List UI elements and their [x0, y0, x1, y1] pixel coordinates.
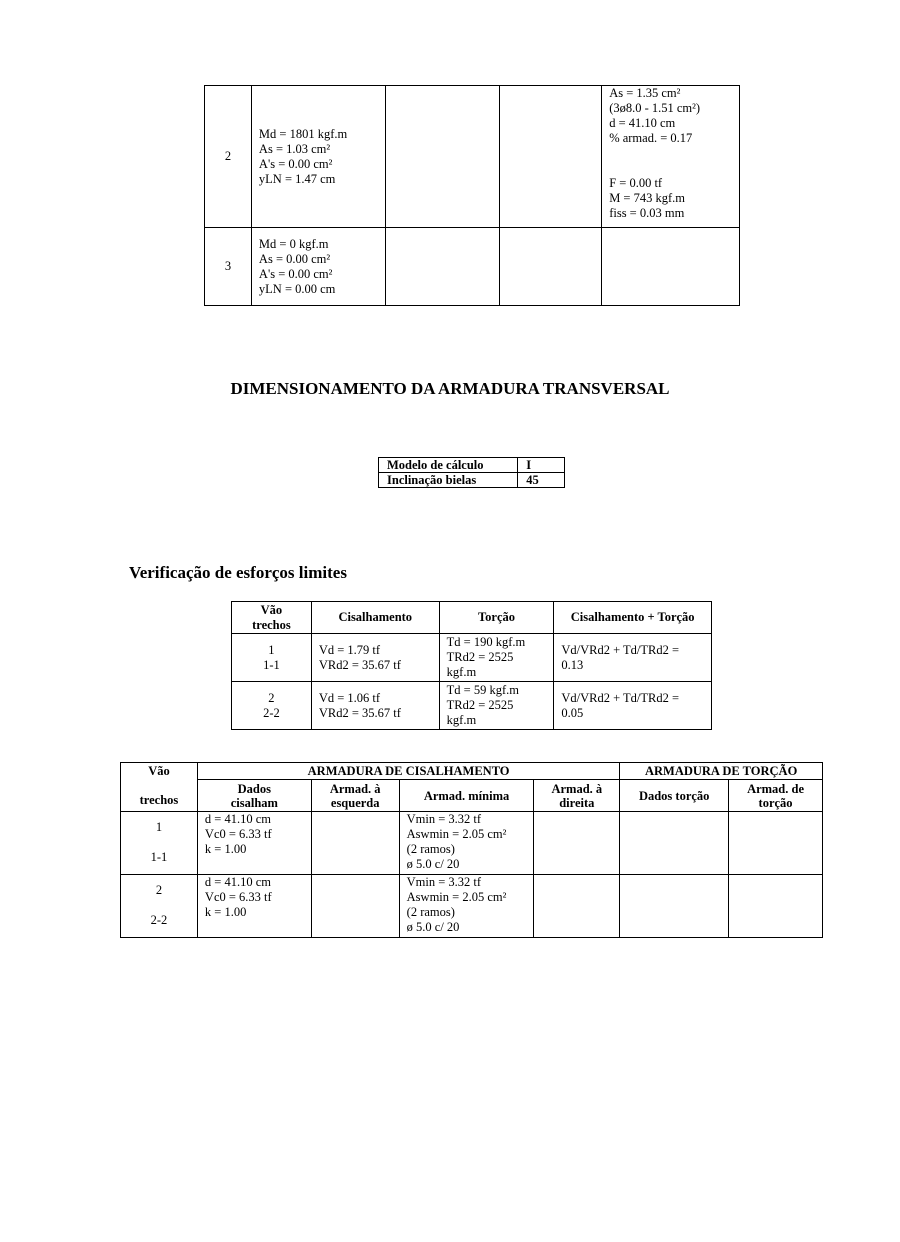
span-id: 3 — [205, 228, 252, 306]
header-shear-data: Dados cisalham — [197, 780, 311, 812]
span-cell — [121, 875, 198, 938]
right-reinf-cell — [534, 875, 620, 938]
param-row — [379, 473, 565, 488]
shear-cell: Vd = 1.79 tf VRd2 = 35.67 tf — [311, 634, 439, 682]
header-span-top: Vão — [148, 764, 170, 778]
param-label: Modelo de cálculo — [379, 458, 518, 473]
header-torsion-reinf: Armad. de torção — [729, 780, 823, 812]
empty-cell — [602, 228, 740, 306]
table-row — [205, 86, 740, 228]
shear-data-cell: d = 41.10 cm Vc0 = 6.33 tf k = 1.00 — [197, 875, 311, 938]
empty-cell — [500, 86, 602, 228]
span-cell: 1 1-1 — [232, 634, 312, 682]
span-cell: 2 2-2 — [232, 682, 312, 730]
header-span-bottom: trechos — [139, 793, 179, 807]
torsion-reinf-cell — [729, 812, 823, 875]
header-shear: Cisalhamento — [311, 602, 439, 634]
combined-cell: Vd/VRd2 + Td/TRd2 = 0.13 — [554, 634, 712, 682]
calculation-params-table — [378, 457, 565, 488]
span-number: 2 — [155, 883, 163, 897]
torsion-cell: Td = 190 kgf.m TRd2 = 2525 kgf.m — [439, 634, 554, 682]
combined-cell: Vd/VRd2 + Td/TRd2 = 0.05 — [554, 682, 712, 730]
header-torsion-group: ARMADURA DE TORÇÃO — [620, 763, 823, 780]
shear-data-cell: d = 41.10 cm Vc0 = 6.33 tf k = 1.00 — [197, 812, 311, 875]
left-reinf-cell — [311, 875, 399, 938]
table-header-row — [121, 763, 823, 780]
subsection-title: Verificação de esforços limites — [129, 563, 347, 582]
empty-cell — [500, 228, 602, 306]
header-left-reinf: Armad. à esquerda — [311, 780, 399, 812]
header-span — [121, 763, 198, 812]
header-shear-group: ARMADURA DE CISALHAMENTO — [197, 763, 619, 780]
span-segment: 2-2 — [150, 913, 168, 927]
header-torsion-data: Dados torção — [620, 780, 729, 812]
header-combined: Cisalhamento + Torção — [554, 602, 712, 634]
span-number: 1 — [155, 820, 163, 834]
table-header-row — [232, 602, 712, 634]
min-reinf-cell: Vmin = 3.32 tf Aswmin = 2.05 cm² (2 ramos) ø 5.0 c/ 20 — [399, 812, 534, 875]
adopted-reinforcement: As = 1.35 cm² (3ø8.0 - 1.51 cm²) d = 41.10 cm % armad. = 0.17 F = 0.00 tf M = 743 kgf.m fiss = 0.03 mm — [602, 86, 740, 228]
table-subheader-row — [121, 780, 823, 812]
param-value: I — [518, 458, 565, 473]
section-title: DIMENSIONAMENTO DA ARMADURA TRANSVERSAL — [230, 379, 670, 398]
param-row — [379, 458, 565, 473]
param-label: Inclinação bielas — [379, 473, 518, 488]
empty-cell — [385, 86, 500, 228]
left-reinf-cell — [311, 812, 399, 875]
right-reinf-cell — [534, 812, 620, 875]
shear-cell: Vd = 1.06 tf VRd2 = 35.67 tf — [311, 682, 439, 730]
empty-cell — [385, 228, 500, 306]
torsion-data-cell — [620, 875, 729, 938]
span-id: 2 — [205, 86, 252, 228]
header-right-reinf: Armad. à direita — [534, 780, 620, 812]
header-min-reinf: Armad. mínima — [399, 780, 534, 812]
param-value: 45 — [518, 473, 565, 488]
flexure-design-values: Md = 0 kgf.m As = 0.00 cm² A's = 0.00 cm² yLN = 0.00 cm — [251, 228, 385, 306]
flexure-table — [204, 85, 740, 306]
torsion-cell: Td = 59 kgf.m TRd2 = 2525 kgf.m — [439, 682, 554, 730]
torsion-reinf-cell — [729, 875, 823, 938]
min-reinf-cell: Vmin = 3.32 tf Aswmin = 2.05 cm² (2 ramos) ø 5.0 c/ 20 — [399, 875, 534, 938]
flexure-design-values: Md = 1801 kgf.m As = 1.03 cm² A's = 0.00 cm² yLN = 1.47 cm — [251, 86, 385, 228]
torsion-data-cell — [620, 812, 729, 875]
transverse-reinforcement-table — [120, 762, 823, 938]
table-row — [232, 634, 712, 682]
table-row — [232, 682, 712, 730]
header-torsion: Torção — [439, 602, 554, 634]
limits-table — [231, 601, 712, 730]
table-row — [121, 875, 823, 938]
span-segment: 1-1 — [150, 850, 168, 864]
table-row — [121, 812, 823, 875]
table-row — [205, 228, 740, 306]
span-cell — [121, 812, 198, 875]
header-span: Vão trechos — [232, 602, 312, 634]
